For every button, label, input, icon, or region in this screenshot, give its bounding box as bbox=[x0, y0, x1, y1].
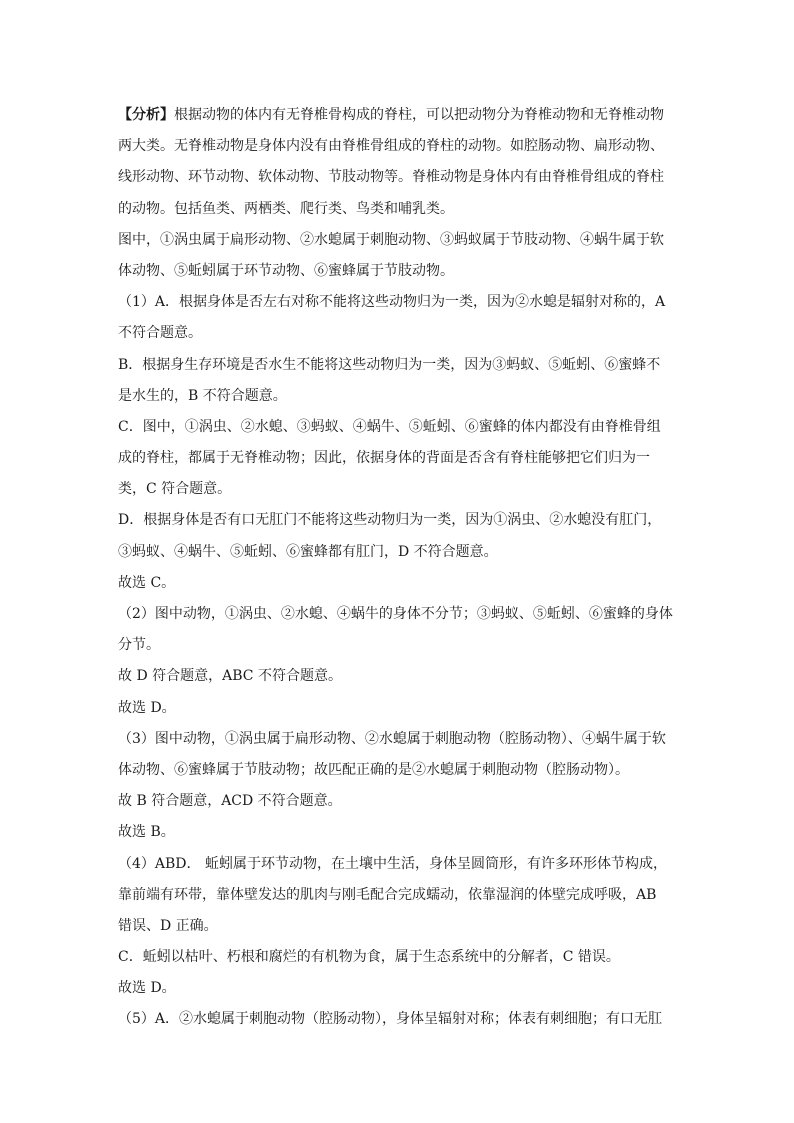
text-line: 不符合题意。 bbox=[118, 325, 202, 342]
text-line: C．图中，①涡虫、②水螅、③蚂蚁、④蜗牛、⑤蚯蚓、⑥蜜蜂的体内都没有由脊椎骨组 bbox=[118, 418, 661, 435]
text-line: 故选 D。 bbox=[118, 980, 176, 997]
text-line: 靠前端有环带，靠体壁发达的肌肉与刚毛配合完成蠕动，依靠湿润的体壁完成呼吸，AB bbox=[118, 886, 657, 903]
text-line: B．根据身生存环境是否水生不能将这些动物归为一类，因为③蚂蚁、⑤蚯蚓、⑥蜜蜂不 bbox=[118, 356, 661, 373]
text-line: 分节。 bbox=[118, 637, 160, 654]
text-line: 故选 D。 bbox=[118, 699, 176, 716]
text-line: 类，C 符合题意。 bbox=[118, 481, 232, 498]
text-line: 体动物、⑤蚯蚓属于环节动物、⑥蜜蜂属于节肢动物。 bbox=[118, 262, 454, 279]
text-line: 成的脊柱，都属于无脊椎动物；因此，依据身体的背面是否含有脊柱能够把它们归为一 bbox=[118, 450, 650, 467]
text-line: （2）图中动物，①涡虫、②水螅、④蜗牛的身体不分节；③蚂蚁、⑤蚯蚓、⑥蜜蜂的身体 bbox=[118, 606, 673, 622]
text-line: 图中，①涡虫属于扁形动物、②水螅属于刺胞动物、③蚂蚁属于节肢动物、④蜗牛属于软 bbox=[118, 231, 664, 248]
text-line: 故 B 符合题意，ACD 不符合题意。 bbox=[118, 793, 342, 810]
text-line: 故选 B。 bbox=[118, 824, 175, 841]
text-line: 是水生的，B 不符合题意。 bbox=[118, 387, 287, 404]
document-page bbox=[118, 100, 678, 1036]
text-line: 体动物、⑥蜜蜂属于节肢动物；故匹配正确的是②水螅属于刺胞动物（腔肠动物）。 bbox=[118, 761, 629, 778]
text-line: C．蚯蚓以枯叶、朽根和腐烂的有机物为食，属于生态系统中的分解者，C 错误。 bbox=[118, 949, 620, 966]
text-line bbox=[118, 100, 678, 131]
text-line: 故选 C。 bbox=[118, 574, 176, 591]
text-line: 故 D 符合题意，ABC 不符合题意。 bbox=[118, 668, 342, 685]
text-line: （1）A．根据身体是否左右对称不能将这些动物归为一类，因为②水螅是辐射对称的，A bbox=[118, 294, 666, 311]
text-line: 线形动物、环节动物、软体动物、节肢动物等。脊椎动物是身体内有由脊椎骨组成的脊柱 bbox=[118, 169, 664, 186]
text-line: （5）A．②水螅属于刺胞动物（腔肠动物），身体呈辐射对称；体表有刺细胞；有口无肛 bbox=[118, 1011, 663, 1028]
text-line: ③蚂蚁、④蜗牛、⑤蚯蚓、⑥蜜蜂都有肛门，D 不符合题意。 bbox=[118, 543, 498, 560]
text-line: （3）图中动物，①涡虫属于扁形动物、②水螅属于刺胞动物（腔肠动物）、④蜗牛属于软 bbox=[118, 730, 666, 747]
text-line: 的动物。包括鱼类、两栖类、爬行类、鸟类和哺乳类。 bbox=[118, 200, 454, 217]
analysis-heading: 【分析】 bbox=[118, 107, 174, 123]
text-line: 错误、D 正确。 bbox=[118, 917, 218, 934]
text-line: 两大类。无脊椎动物是身体内没有由脊椎骨组成的脊柱的动物。如腔肠动物、扁形动物、 bbox=[118, 138, 664, 155]
text-line: D．根据身体是否有口无肛门不能将这些动物归为一类，因为①涡虫、②水螅没有肛门， bbox=[118, 512, 662, 529]
line-text: 根据动物的体内有无脊椎骨构成的脊柱，可以把动物分为脊椎动物和无脊椎动物 bbox=[174, 107, 664, 123]
text-line: （4）ABD． 蚯蚓属于环节动物，在土壤中生活，身体呈圆筒形，有许多环形体节构成， bbox=[118, 855, 667, 872]
